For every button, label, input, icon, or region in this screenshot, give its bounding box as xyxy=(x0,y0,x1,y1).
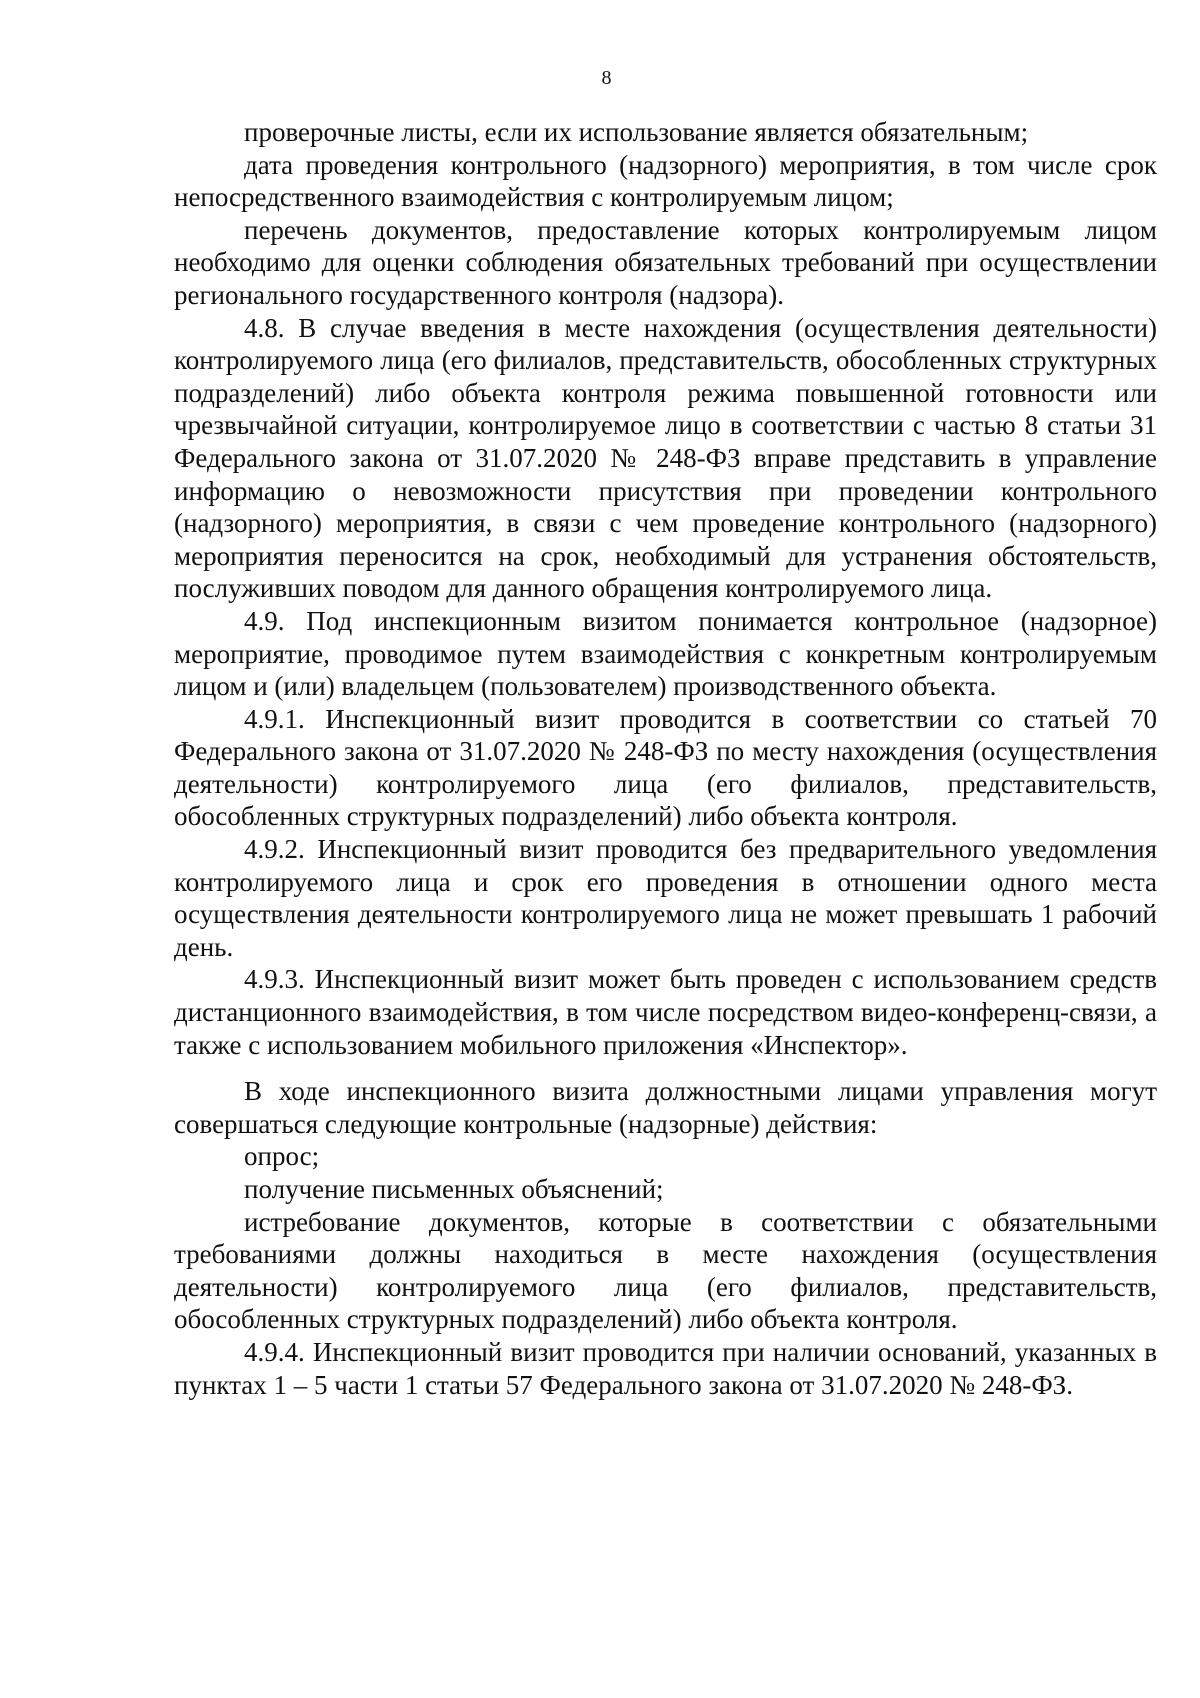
list-item-survey: опрос; xyxy=(244,1141,320,1172)
page-number: 8 xyxy=(601,67,612,89)
paragraph-checklists: проверочные листы, если их использование является обязательным; xyxy=(244,117,1029,147)
paragraph-inspection-actions: В ходе инспекционного визита должностными лицами управления могут совершаться следующие контрольные (надзорные) действия: xyxy=(174,1076,1157,1139)
paragraph-documents-list: перечень документов, предоставление которых контролируемым лицом необходимо для оценки соблюдения обязательных требований при осуществлении регионального государственного контроля (надзора). xyxy=(174,214,1157,310)
paragraph-4-9: 4.9. Под инспекционным визитом понимается контрольное (надзорное) мероприятие, проводимое путем взаимодействия с конкретным контролируемым лицом и (или) владельцем (пользователем) производственного объекта. xyxy=(174,605,1157,702)
list-item-document-request: истребование документов, которые в соответствии с обязательными требованиями должны находиться в месте нахождения (осуществления деятельности) контролируемого лица (его филиалов, представительств, обособленных структурных подразделений) либо объекта контроля. xyxy=(174,1206,1157,1335)
list-item-written-explanations: получение письменных объяснений; xyxy=(244,1174,664,1204)
paragraph-4-9-4: 4.9.4. Инспекционный визит проводится при наличии оснований, указанных в пунктах 1 – 5 части 1 статьи 57 Федерального закона от 31.07.2020 № 248-ФЗ. xyxy=(174,1336,1157,1400)
paragraph-event-date: дата проведения контрольного (надзорного) мероприятия, в том числе срок непосредственного взаимодействия с контролируемым лицом; xyxy=(174,149,1157,213)
document-body xyxy=(174,116,1157,1401)
paragraph-4-8: 4.8. В случае введения в месте нахождения (осуществления деятельности) контролируемого лица (его филиалов, представительств, обособленных структурных подразделений) либо объекта контроля режима повышенной готовности или чрезвычайной ситуации, контролируемое лицо в соответствии с частью 8 статьи 31 Федерального закона от 31.07.2020 № 248-ФЗ вправе представить в управление информацию о невозможности присутствия при проведении контрольного (надзорного) мероприятия, в связи с чем проведение контрольного (надзорного) мероприятия переносится на срок, необходимый для устранения обстоятельств, послуживших поводом для данного обращения контролируемого лица. xyxy=(174,312,1157,604)
paragraph-4-9-2: 4.9.2. Инспекционный визит проводится без предварительного уведомления контролируемого лица и срок его проведения в отношении одного места осуществления деятельности контролируемого лица не может превышать 1 рабочий день. xyxy=(174,834,1157,962)
paragraph-4-9-3: 4.9.3. Инспекционный визит может быть проведен с использованием средств дистанционного взаимодействия, в том числе посредством видео-конференц-связи, а также с использованием мобильного приложения «Инспектор». xyxy=(174,964,1157,1060)
paragraph-4-9-1: 4.9.1. Инспекционный визит проводится в соответствии со статьей 70 Федерального закона от 31.07.2020 № 248-ФЗ по месту нахождения (осуществления деятельности) контролируемого лица (его филиалов, представительств, обособленных структурных подразделений) либо объекта контроля. xyxy=(174,703,1157,832)
